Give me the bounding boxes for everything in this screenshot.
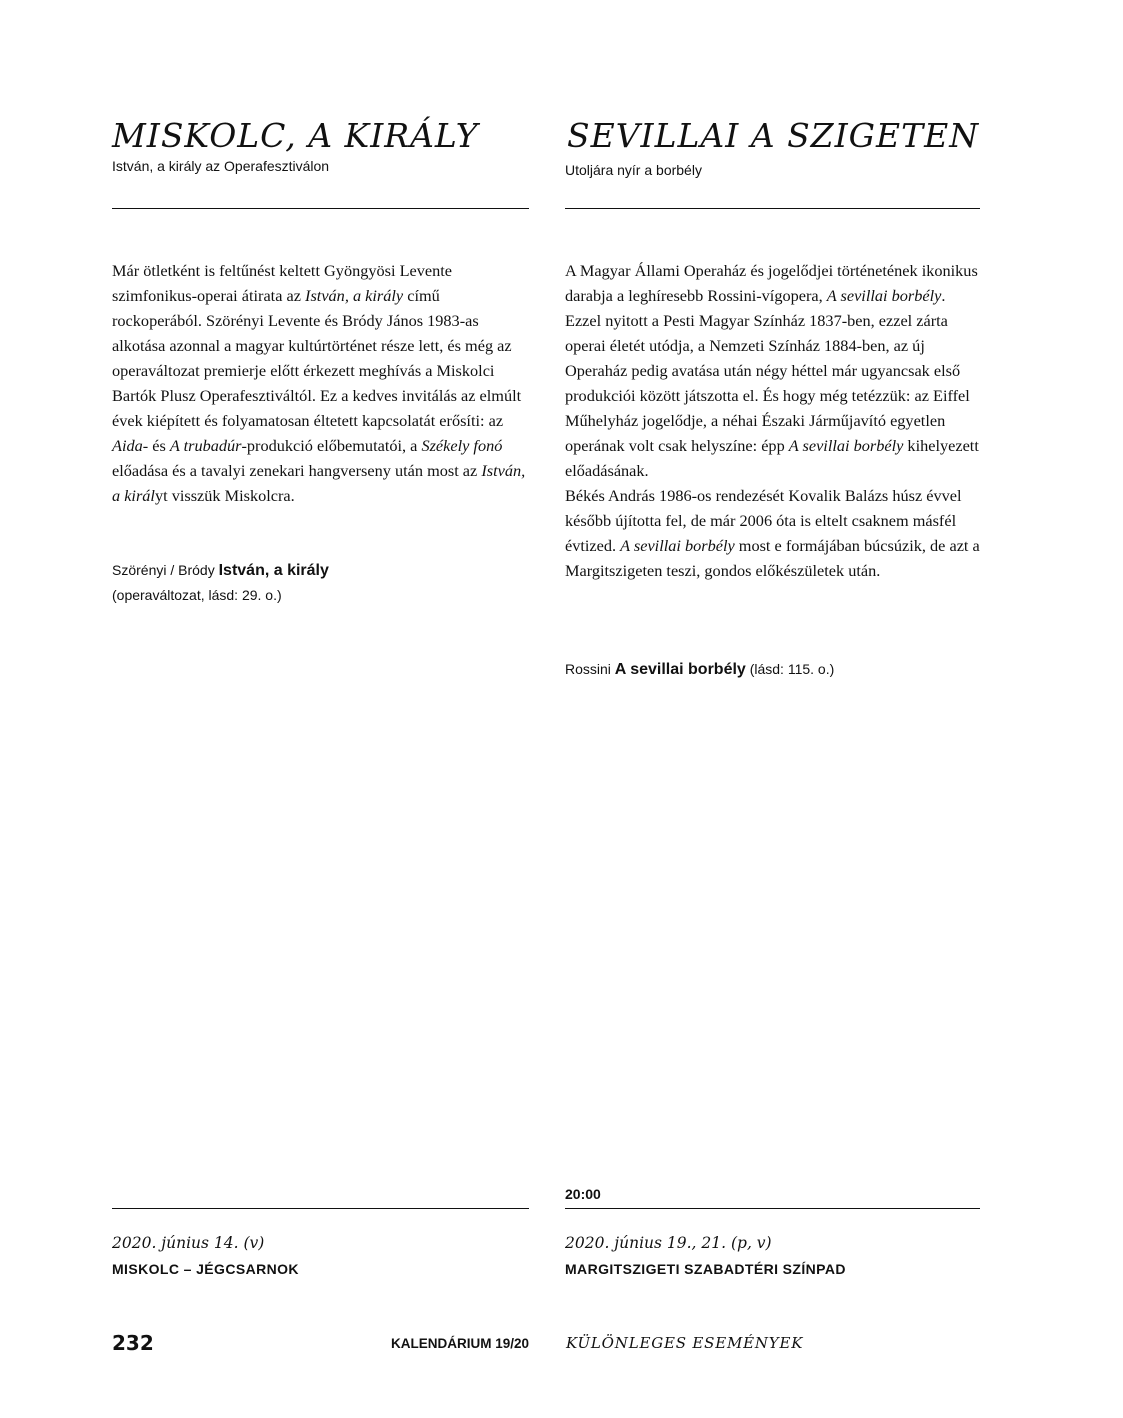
italic-text-segment: István, a királ bbox=[112, 461, 526, 505]
left-credit-work: István, a király bbox=[218, 562, 329, 579]
right-article-credit bbox=[565, 657, 834, 682]
right-credit-composers: Rossini bbox=[565, 661, 611, 677]
text-segment: Békés András 1986-os rendezését Kovalik Balázs húsz évvel később újította fel, de már 2006 óta is eltelt csaknem másfél évtized. bbox=[565, 486, 962, 555]
italic-text-segment: Aida- bbox=[112, 436, 149, 455]
italic-text-segment: István, a király bbox=[305, 286, 404, 305]
italic-text-segment: A sevillai borbély bbox=[826, 286, 942, 305]
right-header-divider bbox=[565, 208, 980, 209]
right-credit-note: (lásd: 115. o.) bbox=[749, 661, 835, 677]
page-number: 232 bbox=[112, 1331, 154, 1355]
right-article-body bbox=[565, 258, 980, 583]
italic-text-segment: Székely fonó bbox=[421, 436, 503, 455]
left-article-subtitle: István, a király az Operafesztiválon bbox=[112, 158, 330, 174]
left-article-title: MISKOLC, A KIRÁLY bbox=[112, 116, 479, 155]
left-event-date: 2020. június 14. (v) bbox=[112, 1234, 265, 1252]
text-segment: Már ötletként is feltűnést keltett Gyöngyösi Levente szimfonikus-operai átirata az bbox=[112, 261, 453, 305]
right-event-date: 2020. június 19., 21. (p, v) bbox=[565, 1234, 772, 1252]
italic-text-segment: A sevillai borbély bbox=[788, 436, 904, 455]
right-article-subtitle: Utoljára nyír a borbély bbox=[565, 162, 702, 178]
text-segment: -produkció előbemutatói, a bbox=[241, 436, 422, 455]
right-article-paragraph-2 bbox=[565, 483, 980, 583]
right-credit-work: A sevillai borbély bbox=[614, 661, 746, 678]
section-name: KÜLÖNLEGES ESEMÉNYEK bbox=[566, 1334, 804, 1352]
text-segment: és bbox=[148, 436, 170, 455]
left-credit-note: (operaváltozat, lásd: 29. o.) bbox=[112, 587, 282, 603]
left-article-credit bbox=[112, 558, 329, 607]
text-segment: kihelyezett előadásának. bbox=[565, 436, 979, 480]
right-event-time: 20:00 bbox=[565, 1186, 601, 1202]
text-segment: most e formájában búcsúzik, de azt a Margitszigeten teszi, gondos előkészületek után. bbox=[565, 536, 980, 580]
publication-name: KALENDÁRIUM 19/20 bbox=[390, 1336, 529, 1351]
left-header-divider bbox=[112, 208, 529, 209]
right-article-paragraph-1 bbox=[565, 258, 980, 483]
left-article-body bbox=[112, 258, 529, 508]
left-footer-divider bbox=[112, 1208, 529, 1209]
text-segment: yt visszük Miskolcra. bbox=[154, 486, 295, 505]
right-article-title: SEVILLAI A SZIGETEN bbox=[567, 116, 980, 155]
left-credit-composers: Szörényi / Bródy bbox=[112, 562, 215, 578]
left-article-paragraph bbox=[112, 258, 529, 508]
text-segment: . Ezzel nyitott a Pesti Magyar Színház 1837-ben, ezzel zárta operai életét utódja, a Nemzeti Színház 1884-ben, az új Operaház pedig avatása után négy héttel már ugyancsak első produkciói között játszotta el. És hogy még tetézzük: az Eiffel Műhelyház jogelődje, a néhai Északi Járműjavító egyetlen operának volt csak helyszíne: épp bbox=[565, 286, 970, 455]
right-event-venue: MARGITSZIGETI SZABADTÉRI SZÍNPAD bbox=[565, 1261, 846, 1277]
italic-text-segment: A sevillai borbély bbox=[620, 536, 735, 555]
text-segment: A Magyar Állami Operaház és jogelődjei történetének ikonikus darabja a leghíresebb Rossini-vígopera, bbox=[565, 261, 978, 305]
text-segment: előadása és a tavalyi zenekari hangverseny után most az bbox=[112, 461, 482, 480]
left-event-venue: MISKOLC – JÉGCSARNOK bbox=[112, 1261, 299, 1277]
right-footer-divider bbox=[565, 1208, 980, 1209]
text-segment: című rockoperából. Szörényi Levente és Bródy János 1983-as alkotása azonnal a magyar kultúrtörténet része lett, és még az operaváltozat premierje előtt érkezett meghívás a Miskolci Bartók Plusz Operafesztiváltól. Ez a kedves invitálás az elmúlt évek kiépített és folyamatosan éltetett kapcsolatát erősíti: az bbox=[112, 286, 522, 430]
italic-text-segment: A trubadúr bbox=[169, 436, 242, 455]
